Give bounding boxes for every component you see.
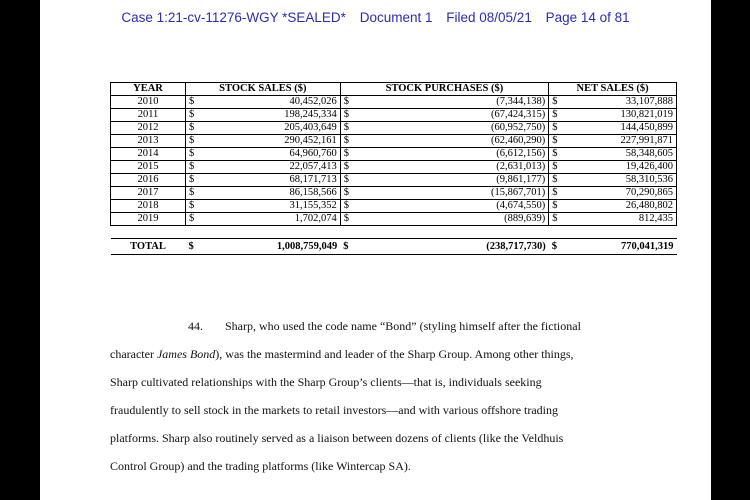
currency-symbol: $ [549, 96, 566, 109]
currency-symbol: $ [186, 200, 203, 213]
currency-symbol: $ [340, 135, 357, 148]
currency-symbol: $ [340, 239, 357, 255]
year-cell: 2019 [111, 213, 186, 226]
currency-symbol: $ [549, 213, 566, 226]
stock-sales-table [110, 82, 677, 255]
col-year: YEAR [111, 83, 186, 96]
stock-purchases-cell: (4,674,550) [357, 200, 549, 213]
currency-symbol: $ [186, 174, 203, 187]
stock-purchases-cell: (6,612,156) [357, 148, 549, 161]
case-header [40, 10, 711, 25]
table-row [111, 187, 677, 200]
stock-purchases-cell: (9,861,177) [357, 174, 549, 187]
stock-sales-cell: 22,057,413 [202, 161, 340, 174]
table-row [111, 174, 677, 187]
net-sales-cell: 227,991,871 [565, 135, 676, 148]
stock-purchases-cell: (2,631,013) [357, 161, 549, 174]
year-cell: 2016 [111, 174, 186, 187]
currency-symbol: $ [186, 135, 203, 148]
net-sales-cell: 58,310,536 [565, 174, 676, 187]
currency-symbol: $ [549, 187, 566, 200]
net-sales-cell: 26,480,802 [565, 200, 676, 213]
stock-sales-cell: 40,452,026 [202, 96, 340, 109]
currency-symbol: $ [186, 148, 203, 161]
stock-sales-cell: 31,155,352 [202, 200, 340, 213]
document-page [40, 0, 711, 500]
table-spacer [111, 226, 677, 239]
currency-symbol: $ [549, 148, 566, 161]
currency-symbol: $ [340, 174, 357, 187]
currency-symbol: $ [340, 161, 357, 174]
col-net-sales: NET SALES ($) [549, 83, 677, 96]
stock-sales-cell: 68,171,713 [202, 174, 340, 187]
year-cell: 2014 [111, 148, 186, 161]
year-cell: 2015 [111, 161, 186, 174]
currency-symbol: $ [340, 200, 357, 213]
total-row [111, 239, 677, 255]
stock-sales-cell: 290,452,161 [202, 135, 340, 148]
paragraph-number: 44. [188, 319, 203, 333]
table-row [111, 213, 677, 226]
net-sales-cell: 812,435 [565, 213, 676, 226]
net-sales-cell: 144,450,899 [565, 122, 676, 135]
currency-symbol: $ [340, 148, 357, 161]
table-header-row [111, 83, 677, 96]
stock-purchases-cell: (889,639) [357, 213, 549, 226]
stock-purchases-cell: (67,424,315) [357, 109, 549, 122]
year-cell: 2011 [111, 109, 186, 122]
currency-symbol: $ [186, 122, 203, 135]
net-sales-cell: 19,426,400 [565, 161, 676, 174]
table-row [111, 122, 677, 135]
currency-symbol: $ [340, 96, 357, 109]
table-row [111, 200, 677, 213]
currency-symbol: $ [186, 109, 203, 122]
year-cell: 2017 [111, 187, 186, 200]
paragraph-line: Control Group) and the trading platforms (like Wintercap SA). [110, 459, 411, 473]
currency-symbol: $ [549, 239, 566, 255]
table-row [111, 161, 677, 174]
currency-symbol: $ [186, 187, 203, 200]
total-stock-purchases: (238,717,730) [357, 239, 549, 255]
col-stock-purchases: STOCK PURCHASES ($) [340, 83, 549, 96]
document-number: Document 1 [359, 10, 433, 25]
paragraph-line: platforms. Sharp also routinely served as a liaison between dozens of clients (like the Veldhuis [110, 431, 564, 445]
currency-symbol: $ [340, 213, 357, 226]
currency-symbol: $ [186, 96, 203, 109]
paragraph-line: character James Bond), was the mastermind and leader of the Sharp Group. Among other things, [110, 347, 574, 361]
year-cell: 2012 [111, 122, 186, 135]
currency-symbol: $ [340, 122, 357, 135]
paragraph-44 [110, 312, 677, 480]
paragraph-line: 44. Sharp, who used the code name “Bond” (styling himself after the fictional [110, 312, 677, 340]
currency-symbol: $ [549, 109, 566, 122]
case-number: Case 1:21-cv-11276-WGY *SEALED* [121, 10, 346, 25]
paragraph-line: Sharp cultivated relationships with the Sharp Group’s clients—that is, individuals seeking [110, 375, 542, 389]
table-row [111, 96, 677, 109]
currency-symbol: $ [186, 213, 203, 226]
total-stock-sales: 1,008,759,049 [202, 239, 340, 255]
total-net-sales: 770,041,319 [565, 239, 676, 255]
stock-sales-cell: 198,245,334 [202, 109, 340, 122]
total-label: TOTAL [111, 239, 186, 255]
table-row [111, 109, 677, 122]
currency-symbol: $ [186, 239, 203, 255]
year-cell: 2018 [111, 200, 186, 213]
table-row [111, 148, 677, 161]
currency-symbol: $ [340, 109, 357, 122]
currency-symbol: $ [549, 200, 566, 213]
currency-symbol: $ [340, 187, 357, 200]
spacer-cell [111, 226, 677, 239]
stock-sales-cell: 205,403,649 [202, 122, 340, 135]
stock-purchases-cell: (62,460,290) [357, 135, 549, 148]
paragraph-line: fraudulently to sell stock in the markets to retail investors—and with various offshore trading [110, 403, 559, 417]
net-sales-cell: 33,107,888 [565, 96, 676, 109]
stock-purchases-cell: (7,344,138) [357, 96, 549, 109]
currency-symbol: $ [549, 135, 566, 148]
filed-date: Filed 08/05/21 [446, 10, 532, 25]
currency-symbol: $ [549, 122, 566, 135]
table-row [111, 135, 677, 148]
stock-sales-cell: 86,158,566 [202, 187, 340, 200]
page-number: Page 14 of 81 [545, 10, 630, 25]
stock-sales-cell: 64,960,760 [202, 148, 340, 161]
col-stock-sales: STOCK SALES ($) [186, 83, 341, 96]
net-sales-cell: 70,290,865 [565, 187, 676, 200]
currency-symbol: $ [186, 161, 203, 174]
stock-purchases-cell: (60,952,750) [357, 122, 549, 135]
currency-symbol: $ [549, 174, 566, 187]
currency-symbol: $ [549, 161, 566, 174]
italic-name: James Bond [156, 347, 216, 361]
net-sales-cell: 58,348,605 [565, 148, 676, 161]
year-cell: 2010 [111, 96, 186, 109]
net-sales-cell: 130,821,019 [565, 109, 676, 122]
stock-sales-cell: 1,702,074 [202, 213, 340, 226]
stock-purchases-cell: (15,867,701) [357, 187, 549, 200]
year-cell: 2013 [111, 135, 186, 148]
